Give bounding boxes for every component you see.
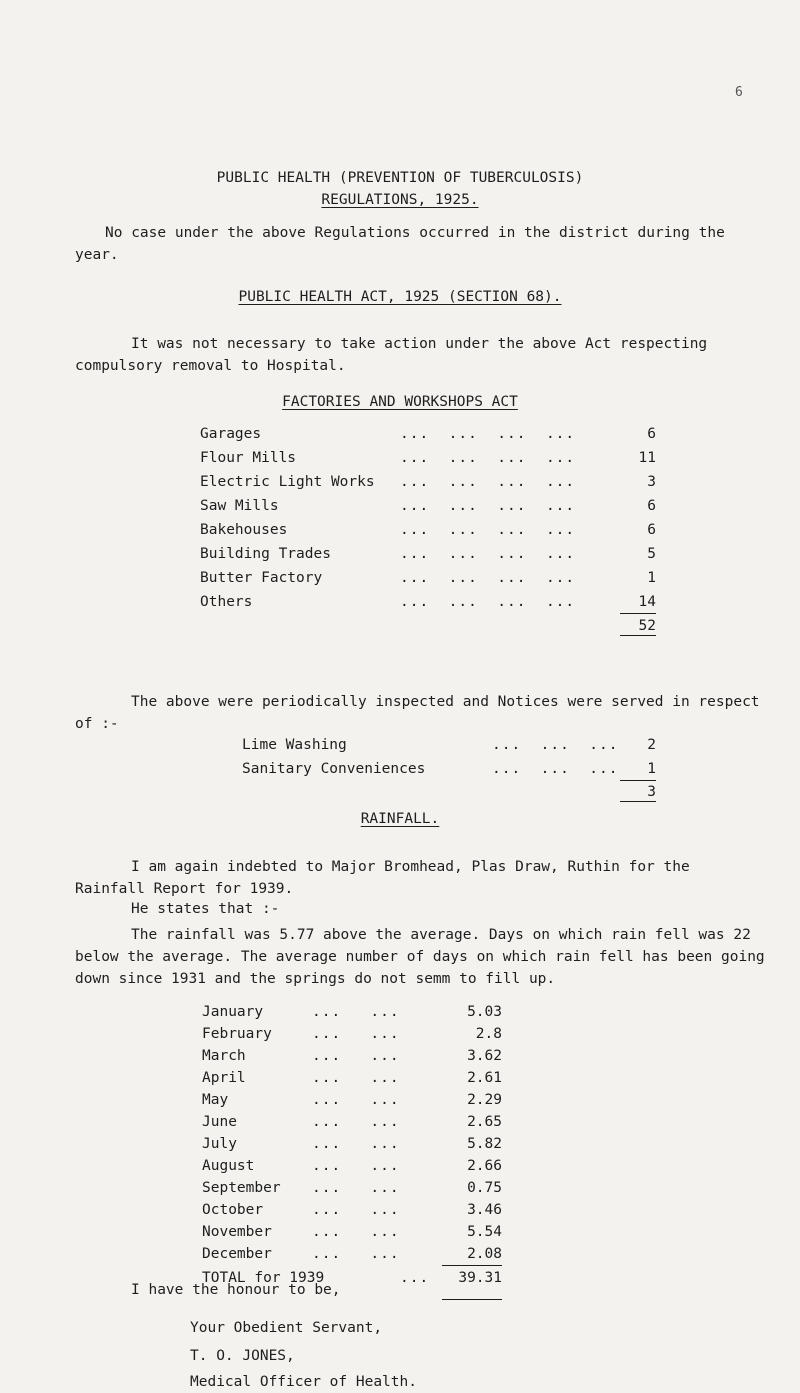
- factory-row-label: Others: [200, 594, 253, 610]
- factory-row-label: Saw Mills: [200, 498, 279, 514]
- rainfall-row-leader: ... ...: [312, 1070, 400, 1086]
- he-states: He states that :-: [131, 901, 280, 917]
- notice-row: [242, 734, 670, 756]
- rainfall-total-row-label: TOTAL for 1939: [202, 1270, 325, 1286]
- factory-row-label: Garages: [200, 426, 262, 442]
- rainfall-intro: I am again indebted to Major Bromhead, Plas Draw, Ruthin for the Rainfall Report for 1939.: [75, 859, 699, 897]
- rainfall-total-rule: [442, 1299, 502, 1300]
- rainfall-row: [202, 1177, 532, 1199]
- rainfall-row-leader: ... ...: [312, 1048, 400, 1064]
- notice-row-leader: ... ... ...: [492, 737, 619, 753]
- factories-heading: FACTORIES AND WORKSHOPS ACT: [282, 394, 518, 410]
- factory-row-leader: ... ... ... ...: [400, 450, 576, 466]
- factory-row: [200, 423, 670, 445]
- rainfall-row: [202, 1243, 532, 1265]
- rainfall-row-label: November: [202, 1224, 272, 1240]
- factory-row-value: 11: [638, 450, 656, 466]
- factory-row-label: Butter Factory: [200, 570, 323, 586]
- tb-heading-line1: PUBLIC HEALTH (PREVENTION OF TUBERCULOSIS): [216, 170, 584, 186]
- notice-row-label: Sanitary Conveniences: [242, 761, 426, 777]
- factory-row-leader: ... ... ... ...: [400, 426, 576, 442]
- factory-row: [200, 543, 670, 565]
- rainfall-row-value: 2.8: [475, 1026, 502, 1042]
- factory-row-leader: ... ... ... ...: [400, 570, 576, 586]
- factory-row-leader: ... ... ... ...: [400, 594, 576, 610]
- rainfall-total-row-value: 39.31: [458, 1270, 502, 1286]
- factory-row-value: 6: [647, 426, 656, 442]
- notice-row-value: 2: [647, 737, 656, 753]
- rainfall-row-leader: ... ...: [312, 1092, 400, 1108]
- rainfall-row-leader: ... ...: [312, 1246, 400, 1262]
- tb-heading: [0, 167, 800, 211]
- factory-row-label: Flour Mills: [200, 450, 297, 466]
- servant-line: Your Obedient Servant,: [190, 1320, 383, 1336]
- rainfall-row-leader: ... ...: [312, 1224, 400, 1240]
- rainfall-row-value: 5.03: [467, 1004, 502, 1020]
- rainfall-row-leader: ... ...: [312, 1180, 400, 1196]
- factory-row: [200, 591, 670, 613]
- tb-heading-line2: REGULATIONS, 1925.: [321, 192, 479, 208]
- rainfall-row-value: 2.08: [442, 1243, 502, 1266]
- rainfall-row: [202, 1067, 532, 1089]
- factory-row: [200, 567, 670, 589]
- rainfall-row-label: February: [202, 1026, 272, 1042]
- rainfall-row-value: 3.46: [467, 1202, 502, 1218]
- rainfall-row-leader: ... ...: [312, 1158, 400, 1174]
- factory-row-leader: ... ... ... ...: [400, 474, 576, 490]
- factory-row: [200, 519, 670, 541]
- factory-row: [200, 495, 670, 517]
- pha-heading: PUBLIC HEALTH ACT, 1925 (SECTION 68).: [238, 289, 562, 305]
- rainfall-row: [202, 1155, 532, 1177]
- factory-row-label: Electric Light Works: [200, 474, 375, 490]
- rainfall-row-leader: ... ...: [312, 1114, 400, 1130]
- notices-total: 3: [620, 783, 656, 802]
- rainfall-row-leader: ... ...: [312, 1026, 400, 1042]
- rainfall-row-value: 3.62: [467, 1048, 502, 1064]
- factories-total: 52: [620, 617, 656, 636]
- rainfall-row-label: July: [202, 1136, 237, 1152]
- factory-row-value: 3: [647, 474, 656, 490]
- rainfall-row: [202, 1111, 532, 1133]
- rainfall-row-label: January: [202, 1004, 264, 1020]
- notice-row: [242, 758, 670, 780]
- closing-line: I have the honour to be,: [131, 1282, 341, 1298]
- factory-row-value: 6: [647, 522, 656, 538]
- rainfall-row-leader: ... ...: [312, 1202, 400, 1218]
- rainfall-row-label: May: [202, 1092, 229, 1108]
- factory-row: [200, 471, 670, 493]
- rainfall-row: [202, 1023, 532, 1045]
- rainfall-row-label: September: [202, 1180, 281, 1196]
- corner-mark: 6: [735, 85, 743, 100]
- rainfall-row: [202, 1221, 532, 1243]
- pha-paragraph: It was not necessary to take action under the above Act respecting compulsory removal to Hospital.: [75, 336, 716, 374]
- rainfall-row: [202, 1045, 532, 1067]
- inspection-paragraph: The above were periodically inspected and Notices were served in respect of :-: [75, 694, 769, 732]
- notices-table: [242, 734, 670, 809]
- factory-row-label: Building Trades: [200, 546, 331, 562]
- notice-row-label: Lime Washing: [242, 737, 347, 753]
- rainfall-row-label: October: [202, 1202, 264, 1218]
- notice-row-leader: ... ... ...: [492, 761, 619, 777]
- rainfall-table: [202, 1001, 532, 1293]
- rainfall-row-label: June: [202, 1114, 237, 1130]
- factory-row-value: 6: [647, 498, 656, 514]
- factories-table: [200, 423, 670, 683]
- factory-row-label: Bakehouses: [200, 522, 288, 538]
- rainfall-row-label: March: [202, 1048, 246, 1064]
- factory-row-leader: ... ... ... ...: [400, 546, 576, 562]
- signature-title: Medical Officer of Health.: [190, 1374, 417, 1390]
- signature-name: T. O. JONES,: [190, 1348, 295, 1364]
- factory-row-leader: ... ... ... ...: [400, 498, 576, 514]
- rainfall-row: [202, 1001, 532, 1023]
- rainfall-row-value: 5.54: [467, 1224, 502, 1240]
- factory-row: [200, 447, 670, 469]
- rainfall-row: [202, 1133, 532, 1155]
- factory-row-value: 14: [620, 591, 656, 614]
- rainfall-row-leader: ... ...: [312, 1004, 400, 1020]
- factory-row-value: 1: [647, 570, 656, 586]
- factory-row-value: 5: [647, 546, 656, 562]
- rainfall-row-value: 5.82: [467, 1136, 502, 1152]
- rainfall-row-label: April: [202, 1070, 246, 1086]
- rainfall-row-value: 2.65: [467, 1114, 502, 1130]
- rainfall-row-label: August: [202, 1158, 255, 1174]
- rainfall-row-leader: ... ...: [312, 1136, 400, 1152]
- rainfall-row-value: 2.61: [467, 1070, 502, 1086]
- rainfall-row-value: 2.29: [467, 1092, 502, 1108]
- rainfall-row-value: 2.66: [467, 1158, 502, 1174]
- rainfall-heading: RAINFALL.: [360, 811, 440, 827]
- rainfall-row-value: 0.75: [467, 1180, 502, 1196]
- rainfall-row-label: December: [202, 1246, 272, 1262]
- factory-row-leader: ... ... ... ...: [400, 522, 576, 538]
- tb-paragraph: No case under the above Regulations occurred in the district during the year.: [75, 225, 734, 263]
- rainfall-row: [202, 1199, 532, 1221]
- rainfall-row: [202, 1089, 532, 1111]
- rainfall-paragraph: The rainfall was 5.77 above the average. Days on which rain fell was 22 below the average. The average number of days on which rain fell has been going down since 1931 and the springs do not semm to fill up.: [75, 927, 774, 987]
- notice-row-value: 1: [620, 758, 656, 781]
- rainfall-total-row-leader: ...: [400, 1270, 430, 1286]
